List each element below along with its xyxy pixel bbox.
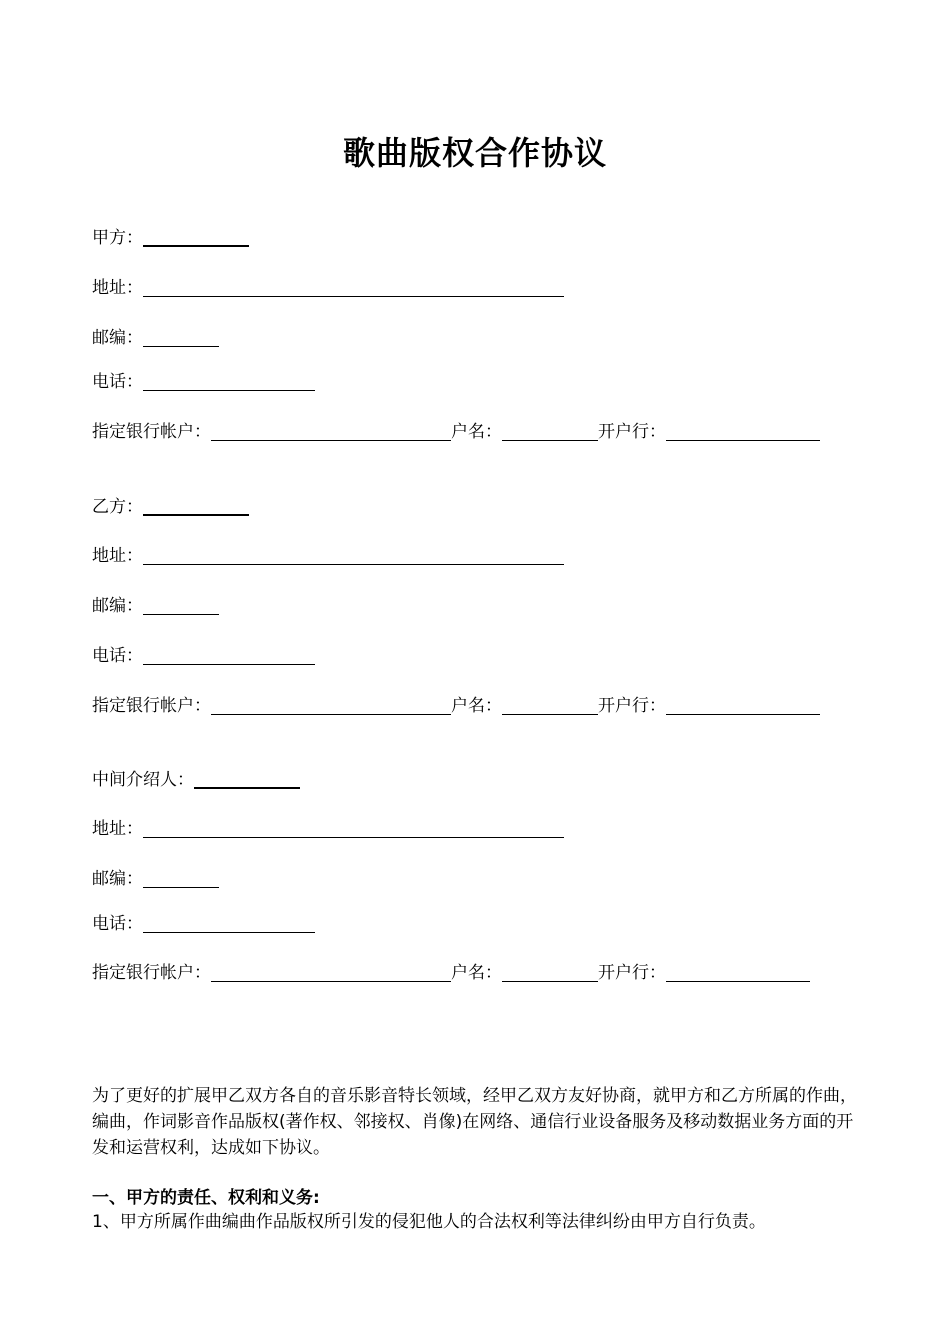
party-a-name-field[interactable] — [143, 227, 249, 247]
party-b-account-name-label: 户名： — [451, 696, 502, 716]
party-a-address-row — [92, 277, 564, 299]
party-b-name-row — [92, 496, 249, 518]
intermediary-account-name-field[interactable] — [502, 963, 598, 982]
intermediary-address-row — [92, 818, 564, 840]
party-a-bank-account-field[interactable] — [211, 422, 451, 441]
section-1-item-1: 1、甲方所属作曲编曲作品版权所引发的侵犯他人的合法权利等法律纠纷由甲方自行负责。 — [92, 1212, 766, 1232]
party-a-postcode-label: 邮编： — [92, 328, 143, 348]
intermediary-phone-row — [92, 913, 315, 935]
section-1-heading: 一、甲方的责任、权利和义务: — [92, 1188, 320, 1208]
party-a-postcode-field[interactable] — [143, 328, 219, 347]
party-a-name-label: 甲方： — [92, 228, 143, 248]
party-b-bank-field[interactable] — [666, 696, 820, 715]
party-a-address-field[interactable] — [143, 278, 564, 297]
party-a-bank-account-label: 指定银行帐户： — [92, 422, 211, 442]
party-a-postcode-row — [92, 327, 219, 349]
party-a-phone-row — [92, 371, 315, 393]
intermediary-postcode-label: 邮编： — [92, 869, 143, 889]
party-b-postcode-field[interactable] — [143, 596, 219, 615]
party-b-address-field[interactable] — [143, 546, 564, 565]
intermediary-bank-account-label: 指定银行帐户： — [92, 963, 211, 983]
intermediary-bank-row — [92, 962, 810, 984]
party-b-phone-label: 电话： — [92, 646, 143, 666]
party-a-account-name-field[interactable] — [502, 422, 598, 441]
intermediary-address-label: 地址： — [92, 819, 143, 839]
party-b-bank-account-label: 指定银行帐户： — [92, 696, 211, 716]
party-a-address-label: 地址： — [92, 278, 143, 298]
party-b-bank-account-field[interactable] — [211, 696, 451, 715]
party-b-address-row — [92, 545, 564, 567]
intermediary-bank-field[interactable] — [666, 963, 810, 982]
intermediary-account-name-label: 户名： — [451, 963, 502, 983]
party-b-bank-row — [92, 695, 820, 717]
party-b-address-label: 地址： — [92, 546, 143, 566]
party-a-phone-label: 电话： — [92, 372, 143, 392]
party-a-name-row — [92, 227, 249, 249]
party-a-account-name-label: 户名： — [451, 422, 502, 442]
party-b-phone-row — [92, 645, 315, 667]
intermediary-name-field[interactable] — [194, 769, 300, 789]
intro-paragraph: 为了更好的扩展甲乙双方各自的音乐影音特长领域，经甲乙双方友好协商，就甲方和乙方所属的作曲，编曲，作词影音作品版权(著作权、邻接权、肖像)在网络、通信行业设备服务及移动数据业务方面的开发和运营权利，达成如下协议。 — [92, 1086, 857, 1158]
party-a-bank-field[interactable] — [666, 422, 820, 441]
party-b-postcode-label: 邮编： — [92, 596, 143, 616]
intermediary-phone-label: 电话： — [92, 914, 143, 934]
intermediary-phone-field[interactable] — [143, 914, 315, 933]
party-a-bank-label: 开户行： — [598, 422, 666, 442]
party-b-name-field[interactable] — [143, 496, 249, 516]
intermediary-bank-account-field[interactable] — [211, 963, 451, 982]
party-a-phone-field[interactable] — [143, 372, 315, 391]
intermediary-name-label: 中间介绍人： — [92, 770, 194, 790]
intermediary-name-row — [92, 769, 300, 791]
party-b-account-name-field[interactable] — [502, 696, 598, 715]
intermediary-postcode-field[interactable] — [143, 869, 219, 888]
intermediary-address-field[interactable] — [143, 819, 564, 838]
intermediary-bank-label: 开户行： — [598, 963, 666, 983]
party-b-name-label: 乙方： — [92, 497, 143, 517]
intermediary-postcode-row — [92, 868, 219, 890]
document-title: 歌曲版权合作协议 — [342, 134, 607, 172]
party-a-bank-row — [92, 421, 820, 443]
party-b-phone-field[interactable] — [143, 646, 315, 665]
party-b-bank-label: 开户行： — [598, 696, 666, 716]
party-b-postcode-row — [92, 595, 219, 617]
